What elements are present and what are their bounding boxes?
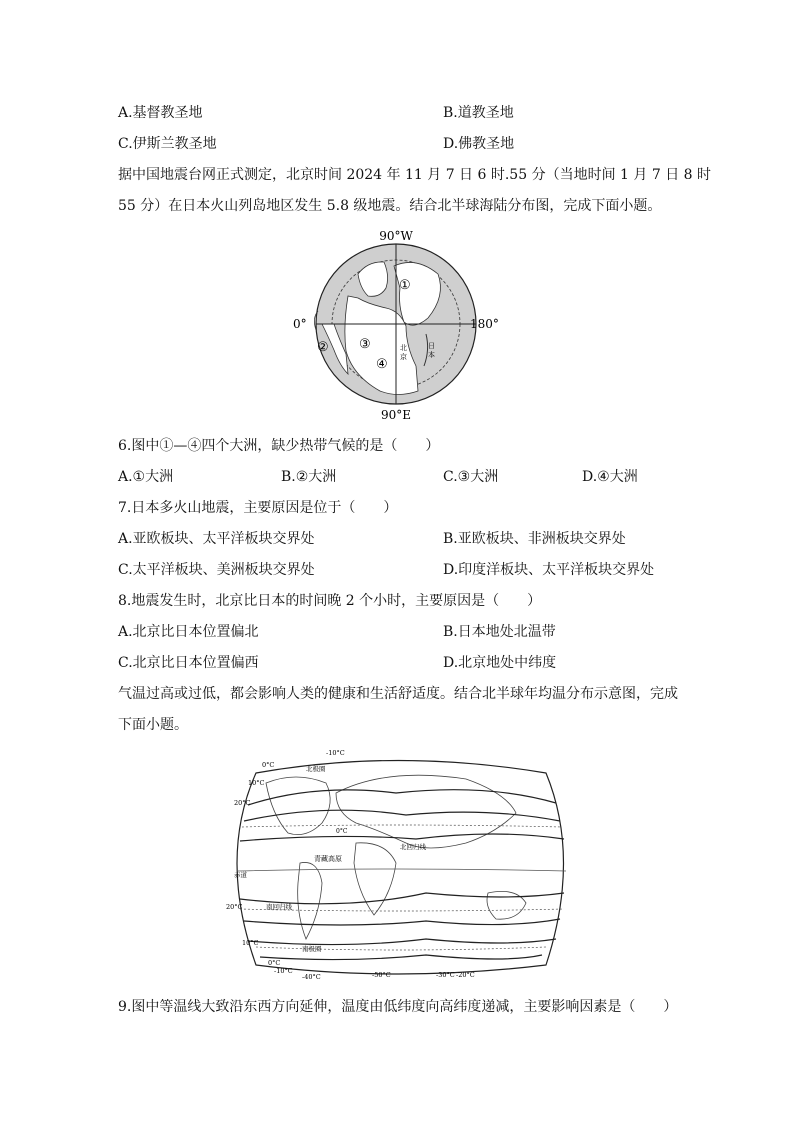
map2-arctic-label: 北极圈 bbox=[306, 765, 326, 773]
map2-equator-label: 赤道 bbox=[234, 871, 247, 879]
map1-beijing-1: 北 bbox=[400, 344, 407, 352]
q5-option-c: C.伊斯兰教圣地 bbox=[118, 136, 217, 152]
map2-iso-m20: -20°C bbox=[456, 971, 475, 979]
map1-japan-1: 日 bbox=[428, 342, 435, 350]
map1-beijing-2: 京 bbox=[400, 353, 407, 361]
map2-iso-20-left: 20°C bbox=[234, 799, 251, 807]
q6-option-d: D.④大洲 bbox=[582, 469, 638, 485]
map2-iso-0-left: 0°C bbox=[262, 761, 275, 769]
map2-iso-m10-top: -10°C bbox=[326, 749, 345, 757]
q8-option-a: A.北京比日本位置偏北 bbox=[118, 624, 259, 640]
q6-stem: 6.图中①—④四个大洲，缺少热带气候的是（ ） bbox=[118, 438, 440, 454]
q7-stem: 7.日本多火山地震，主要原因是位于（ ） bbox=[118, 500, 398, 516]
map2-iso-0-mid: 0°C bbox=[336, 828, 348, 835]
q5-option-a: A.基督教圣地 bbox=[118, 105, 203, 121]
passage2-line1: 气温过高或过低，都会影响人类的健康和生活舒适度。结合北半球年均温分布示意图，完成 bbox=[118, 686, 678, 702]
map2-iso-20-south: 20°C bbox=[226, 903, 243, 911]
q8-stem: 8.地震发生时，北京比日本的时间晚 2 个小时，主要原因是（ ） bbox=[118, 593, 542, 609]
passage1-line2: 55 分）在日本火山列岛地区发生 5.8 级地震。结合北半球海陆分布图，完成下面小题。 bbox=[118, 198, 662, 214]
map1-label-90w: 90°W bbox=[379, 229, 413, 243]
q8-option-c: C.北京比日本位置偏西 bbox=[118, 655, 259, 671]
map2-iso-m30: -30°C bbox=[436, 971, 455, 979]
map2-iso-10-south: 10°C bbox=[242, 939, 259, 947]
passage1-line1: 据中国地震台网正式测定，北京时间 2024 年 11 月 7 日 6 时.55 分（当地时间 1 月 7 日 8 时 bbox=[118, 167, 711, 183]
q6-option-a: A.①大洲 bbox=[118, 469, 174, 485]
q5-option-d: D.佛教圣地 bbox=[443, 136, 515, 152]
map2-iso-0-south: 0°C bbox=[268, 959, 281, 967]
q7-option-d: D.印度洋板块、太平洋板块交界处 bbox=[443, 562, 655, 578]
passage2-line2: 下面小题。 bbox=[118, 717, 188, 733]
q5-option-b: B.道教圣地 bbox=[443, 105, 514, 121]
map1-japan-2: 本 bbox=[428, 351, 435, 359]
q9-stem: 9.图中等温线大致沿东西方向延伸，温度由低纬度向高纬度递减，主要影响因素是（ ） bbox=[118, 999, 678, 1015]
map2-tibet-label: 青藏高原 bbox=[314, 855, 342, 863]
map2-tropic-cancer-label: 北回归线 bbox=[400, 843, 426, 851]
map2-iso-m10-south: -10°C bbox=[274, 967, 293, 975]
map1-marker-1: ① bbox=[399, 278, 411, 293]
map1-label-0: 0° bbox=[293, 317, 307, 331]
map1-label-90e: 90°E bbox=[380, 408, 412, 422]
map1-marker-4: ④ bbox=[376, 357, 388, 372]
map2-antarctic-label: 南极圈 bbox=[302, 945, 322, 953]
northern-hemisphere-map bbox=[288, 226, 513, 424]
q8-option-d: D.北京地处中纬度 bbox=[443, 655, 557, 671]
map1-label-180: 180° bbox=[470, 317, 499, 331]
map1-marker-2: ② bbox=[317, 340, 329, 355]
q8-option-b: B.日本地处北温带 bbox=[443, 624, 556, 640]
map2-iso-m50: -50°C bbox=[372, 971, 391, 979]
map2-iso-10-left: 10°C bbox=[248, 779, 265, 787]
map2-iso-m40: -40°C bbox=[302, 973, 321, 981]
map1-marker-3: ③ bbox=[359, 337, 371, 352]
map2-tropic-capricorn-label: 南回归线 bbox=[266, 903, 292, 911]
q7-option-b: B.亚欧板块、非洲板块交界处 bbox=[443, 531, 626, 547]
temperature-distribution-map bbox=[226, 743, 572, 983]
q7-option-a: A.亚欧板块、太平洋板块交界处 bbox=[118, 531, 315, 547]
q6-option-c: C.③大洲 bbox=[443, 469, 499, 485]
q6-option-b: B.②大洲 bbox=[281, 469, 337, 485]
q7-option-c: C.太平洋板块、美洲板块交界处 bbox=[118, 562, 315, 578]
